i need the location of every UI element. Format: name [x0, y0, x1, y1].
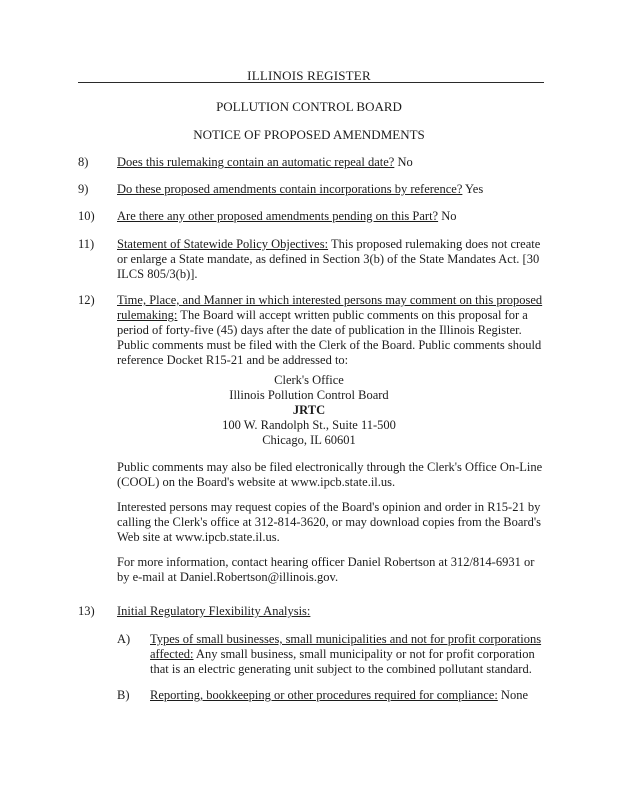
item-10	[117, 209, 547, 224]
item-11	[117, 237, 547, 282]
item-13-heading: Initial Regulatory Flexibility Analysis:	[117, 604, 311, 618]
item-13a-body: Any small business, small municipality or not for profit corporation that is an electric generating unit subject to the combined pollutant standard.	[150, 647, 535, 676]
item-11-heading: Statement of Statewide Policy Objectives:	[117, 237, 329, 251]
address-board: Illinois Pollution Control Board	[229, 388, 389, 402]
item-13b	[150, 688, 550, 703]
item-13b-label: B)	[117, 688, 130, 702]
item-13a-label: A)	[117, 632, 131, 646]
header-rule	[78, 82, 544, 83]
item-10-number: 10)	[78, 209, 95, 223]
item-13b-heading: Reporting, bookkeeping or other procedures required for compliance:	[150, 688, 498, 702]
paragraph-contact-info: For more information, contact hearing officer Daniel Robertson at 312/814-6931 or by e-mail at Daniel.Robertson@illinois.gov.	[117, 555, 535, 584]
board-name: POLLUTION CONTROL BOARD	[216, 99, 402, 114]
item-12-body: The Board will accept written public comments on this proposal for a period of forty-five (45) days after the date of publication in the Illinois Register. Public comments must be filed with the Clerk of the Board. Public comments should reference Docket R15-21 and be addressed to:	[117, 308, 542, 367]
item-13-number: 13)	[78, 604, 95, 618]
address-street: 100 W. Randolph St., Suite 11-500	[222, 418, 396, 432]
register-title: ILLINOIS REGISTER	[247, 68, 371, 83]
item-12	[117, 293, 547, 368]
paragraph-electronic-filing: Public comments may also be filed electronically through the Clerk's Office On-Line (COOL) on the Board's website at www.ipcb.state.il.us.	[117, 460, 543, 489]
item-12-heading: Time, Place, and Manner in which interested persons may comment on this proposed rulemaking:	[117, 293, 543, 322]
address-building: JRTC	[292, 403, 326, 417]
item-9-question: Do these proposed amendments contain incorporations by reference?	[117, 182, 463, 196]
item-9-number: 9)	[78, 182, 89, 196]
item-9	[117, 182, 547, 197]
item-13b-body: None	[497, 688, 528, 702]
item-10-question: Are there any other proposed amendments pending on this Part?	[117, 209, 439, 223]
item-10-answer: No	[438, 209, 457, 223]
item-13a-heading: Types of small businesses, small municipalities and not for profit corporations affected:	[150, 632, 542, 661]
item-8-answer: No	[394, 155, 413, 169]
item-8-question: Does this rulemaking contain an automatic repeal date?	[117, 155, 395, 169]
address-city: Chicago, IL 60601	[262, 433, 356, 447]
item-8-number: 8)	[78, 155, 89, 169]
item-11-number: 11)	[78, 237, 95, 251]
item-11-body: This proposed rulemaking does not create or enlarge a State mandate, as defined in Section 3(b) of the State Mandates Act. [30 ILCS 805/3(b)].	[117, 237, 541, 281]
item-12-number: 12)	[78, 293, 95, 307]
item-8	[117, 155, 547, 170]
paragraph-copies: Interested persons may request copies of the Board's opinion and order in R15-21 by calling the Clerk's office at 312-814-3620, or may download copies from the Board's Web site at www.ipcb.state.il.us.	[117, 500, 541, 544]
notice-title: NOTICE OF PROPOSED AMENDMENTS	[193, 127, 425, 142]
address-clerk-office: Clerk's Office	[274, 373, 344, 387]
item-13a	[150, 632, 550, 677]
item-9-answer: Yes	[462, 182, 484, 196]
